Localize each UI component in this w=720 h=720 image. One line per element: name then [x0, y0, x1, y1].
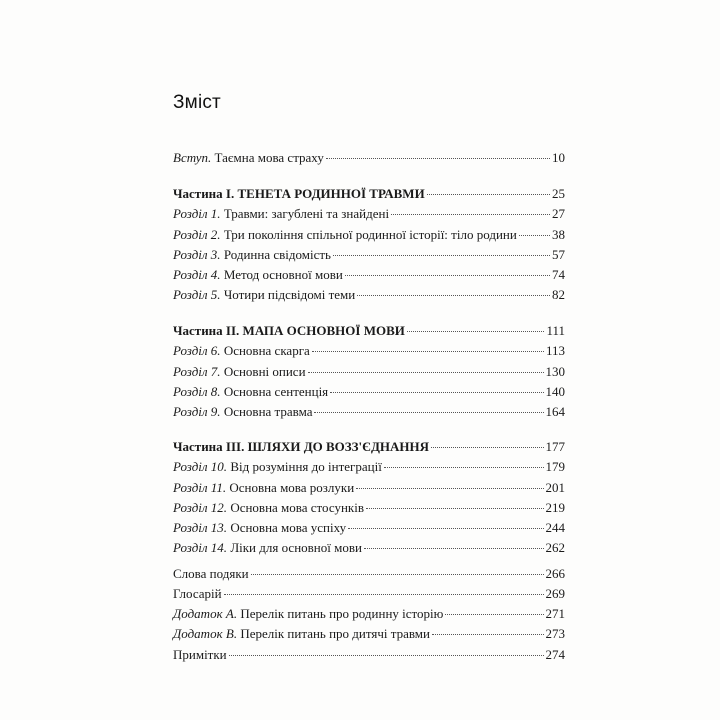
- toc-page-number: 179: [545, 459, 565, 474]
- toc-entry-label: [173, 384, 328, 400]
- toc-entry: [173, 206, 565, 226]
- toc-page-number: 27: [552, 206, 565, 221]
- toc-entry-text: Слова подяки: [173, 566, 249, 581]
- toc-entry-label: [173, 480, 354, 496]
- toc-page-number: 140: [545, 384, 565, 399]
- dot-leader: [251, 573, 544, 575]
- toc-page-number: 274: [545, 647, 565, 662]
- toc-entry: [173, 247, 565, 267]
- toc-entry-label: [173, 404, 312, 420]
- toc-entry-prefix: Розділ 8.: [173, 384, 221, 399]
- toc-part-entry: [173, 323, 565, 343]
- toc-entry-prefix: Розділ 2.: [173, 227, 221, 242]
- toc-entry-prefix: Розділ 1.: [173, 206, 221, 221]
- toc-entry: [173, 606, 565, 626]
- toc-entry-text: Основні описи: [223, 364, 306, 379]
- toc-entry-prefix: Розділ 14.: [173, 540, 228, 555]
- toc-entry-text: Глосарій: [173, 586, 222, 601]
- toc-entry-text: Примітки: [173, 647, 227, 662]
- toc-entry-text: Травми: загублені та знайдені: [223, 206, 390, 221]
- toc-entry-label: [173, 150, 324, 166]
- dot-leader: [364, 547, 544, 549]
- toc-part-entry: [173, 439, 565, 459]
- toc-entry-prefix: Розділ 11.: [173, 480, 227, 495]
- toc-page-number: 113: [545, 343, 565, 358]
- toc-entry: [173, 540, 565, 560]
- toc-page-number: 219: [545, 500, 565, 515]
- toc-entry-label: [173, 500, 364, 516]
- toc-page-number: 244: [545, 520, 565, 535]
- toc-entry-text: Частина II. МАПА ОСНОВНОЇ МОВИ: [173, 323, 405, 338]
- toc-entry: [173, 586, 565, 606]
- toc-entry-label: [173, 439, 429, 455]
- toc-entry: [173, 150, 565, 170]
- toc-entry-label: [173, 343, 310, 359]
- page-title: Зміст: [173, 92, 221, 113]
- toc-entry-label: [173, 520, 346, 536]
- toc-entry: [173, 647, 565, 667]
- toc-entry-label: [173, 287, 355, 303]
- dot-leader: [431, 446, 543, 448]
- dot-leader: [432, 633, 544, 635]
- toc-entry-label: [173, 540, 362, 556]
- dot-leader: [348, 527, 543, 529]
- toc-page-number: 262: [545, 540, 565, 555]
- toc-page-number: 57: [552, 247, 565, 262]
- toc-entry-prefix: Розділ 4.: [173, 267, 221, 282]
- toc-page-number: 130: [545, 364, 565, 379]
- toc-entry: [173, 364, 565, 384]
- toc-entry: [173, 343, 565, 363]
- toc-entry-label: [173, 647, 227, 663]
- toc-entry-text: Частина I. ТЕНЕТА РОДИННОЇ ТРАВМИ: [173, 186, 425, 201]
- toc-entry-text: Основна мова розлуки: [229, 480, 355, 495]
- dot-leader: [384, 466, 544, 468]
- toc-entry-text: Три покоління спільної родинної історії: тіло родини: [223, 227, 517, 242]
- toc-entry-prefix: Розділ 7.: [173, 364, 221, 379]
- dot-leader: [224, 593, 544, 595]
- toc-page-number: 201: [545, 480, 565, 495]
- dot-leader: [391, 213, 550, 215]
- toc-entry-label: [173, 323, 405, 339]
- toc-entry: [173, 520, 565, 540]
- dot-leader: [326, 157, 550, 159]
- toc-entry-prefix: Розділ 9.: [173, 404, 221, 419]
- dot-leader: [356, 487, 543, 489]
- toc-entry-label: [173, 364, 306, 380]
- toc-entry-text: Основна сентенція: [223, 384, 329, 399]
- dot-leader: [366, 507, 544, 509]
- dot-leader: [407, 330, 545, 332]
- toc-page-number: 177: [545, 439, 565, 454]
- toc-entry-prefix: Розділ 5.: [173, 287, 221, 302]
- toc-entry-prefix: Розділ 13.: [173, 520, 228, 535]
- toc-entry-prefix: Додаток В.: [173, 626, 238, 641]
- dot-leader: [308, 371, 544, 373]
- dot-leader: [229, 654, 544, 656]
- toc-entry-text: Основна мова успіху: [230, 520, 347, 535]
- toc-entry-label: [173, 186, 425, 202]
- toc-entry-label: [173, 626, 430, 642]
- toc-entry-text: Таємна мова страху: [214, 150, 324, 165]
- toc-page-number: 271: [545, 606, 565, 621]
- toc-entry-label: [173, 566, 249, 582]
- toc-page-number: 266: [545, 566, 565, 581]
- dot-leader: [345, 274, 550, 276]
- toc-entry-text: Від розуміння до інтеграції: [230, 459, 382, 474]
- toc-entry-label: [173, 206, 389, 222]
- toc-entry: [173, 227, 565, 247]
- dot-leader: [519, 234, 550, 236]
- dot-leader: [333, 254, 550, 256]
- toc-entry: [173, 500, 565, 520]
- toc-entry-prefix: Розділ 3.: [173, 247, 221, 262]
- toc-entry-text: Перелік питань про дитячі травми: [240, 626, 430, 641]
- toc-entry-label: [173, 247, 331, 263]
- toc-entry-label: [173, 459, 382, 475]
- toc-entry: [173, 626, 565, 646]
- dot-leader: [330, 391, 543, 393]
- toc-entry-text: Основна скарга: [223, 343, 310, 358]
- toc-entry-text: Родинна свідомість: [223, 247, 331, 262]
- toc-page-number: 10: [552, 150, 565, 165]
- toc-page-number: 111: [546, 323, 565, 338]
- toc-entry-prefix: Вступ.: [173, 150, 212, 165]
- toc-entry-prefix: Розділ 12.: [173, 500, 228, 515]
- toc-page-number: 269: [545, 586, 565, 601]
- dot-leader: [314, 411, 543, 413]
- toc-entry-prefix: Розділ 6.: [173, 343, 221, 358]
- toc-page-number: 164: [545, 404, 565, 419]
- dot-leader: [427, 193, 550, 195]
- dot-leader: [357, 294, 550, 296]
- toc-page-number: 38: [552, 227, 565, 242]
- toc-entry: [173, 480, 565, 500]
- dot-leader: [445, 613, 543, 615]
- toc-page-number: 273: [545, 626, 565, 641]
- toc-entry-text: Метод основної мови: [223, 267, 343, 282]
- toc-entry-prefix: Додаток А.: [173, 606, 238, 621]
- toc-entry: [173, 287, 565, 307]
- toc-part-entry: [173, 186, 565, 206]
- toc-entry: [173, 566, 565, 586]
- toc-entry-label: [173, 267, 343, 283]
- toc-entry-text: Основна травма: [223, 404, 313, 419]
- toc-entry: [173, 267, 565, 287]
- table-of-contents: [173, 0, 565, 720]
- toc-page-number: 74: [552, 267, 565, 282]
- toc-entry: [173, 404, 565, 424]
- toc-entry-prefix: Розділ 10.: [173, 459, 228, 474]
- toc-entry-label: [173, 586, 222, 602]
- toc-page-number: 82: [552, 287, 565, 302]
- toc-entry-text: Частина III. ШЛЯХИ ДО ВОЗЗ'ЄДНАННЯ: [173, 439, 430, 454]
- toc-page-number: 25: [552, 186, 565, 201]
- dot-leader: [312, 350, 544, 352]
- toc-entry-text: Ліки для основної мови: [230, 540, 362, 555]
- toc-entry-text: Чотири підсвідомі теми: [223, 287, 356, 302]
- toc-entry: [173, 384, 565, 404]
- toc-entry-label: [173, 227, 517, 243]
- toc-entry-text: Основна мова стосунків: [230, 500, 364, 515]
- toc-entry: [173, 459, 565, 479]
- toc-entry-text: Перелік питань про родинну історію: [240, 606, 444, 621]
- toc-entry-label: [173, 606, 443, 622]
